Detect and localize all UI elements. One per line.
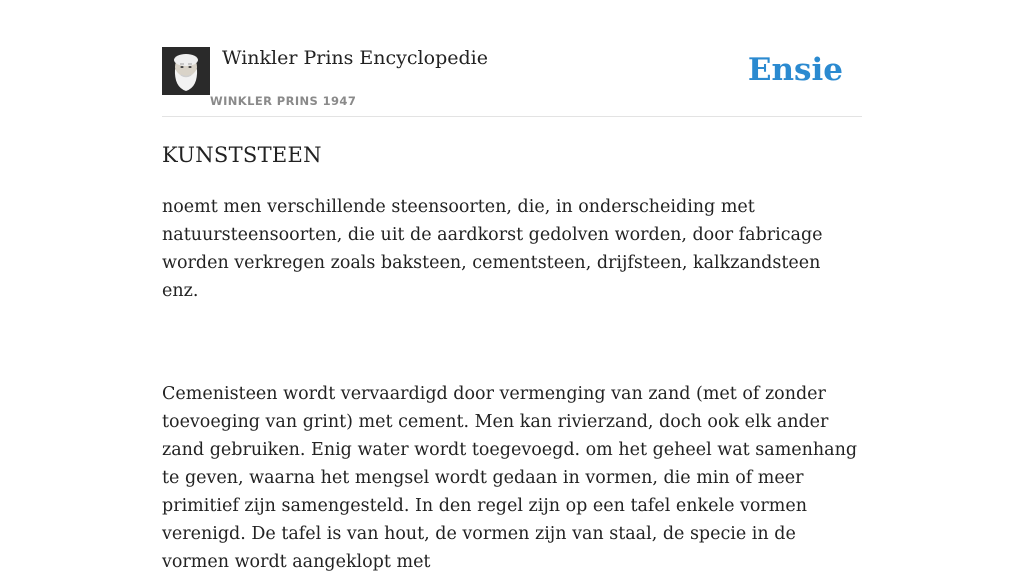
site-subtitle[interactable]: WINKLER PRINS 1947 — [210, 94, 357, 108]
site-title[interactable]: Winkler Prins Encyclopedie — [222, 47, 488, 69]
site-header — [162, 0, 862, 117]
article — [162, 139, 862, 576]
article-paragraph: Cemenisteen wordt vervaardigd door vermenging van zand (met of zonder toevoeging van grint) met cement. Men kan rivierzand, doch ook elk ander zand gebruiken. Enig water wordt toegevoegd. om het geheel wat samenhang te geven, waarna het mengsel wordt gedaan in vormen, die min of meer primitief zijn samengesteld. In den regel zijn op een tafel enkele vormen verenigd. De tafel is van hout, de vormen zijn van staal, de specie in de vormen wordt aangeklopt met — [162, 384, 858, 572]
avatar[interactable] — [162, 47, 210, 95]
article-title: KUNSTSTEEN — [162, 143, 322, 167]
ensie-logo[interactable]: Ensie — [747, 52, 843, 88]
article-paragraph: noemt men verschillende steensoorten, die, in onderscheiding met natuursteensoorten, die uit de aardkorst gedolven worden, door fabricage worden verkregen zoals baksteen, cementsteen, drijfsteen, kalkzandsteen enz. — [162, 197, 823, 301]
bearded-man-portrait-icon — [162, 47, 210, 95]
